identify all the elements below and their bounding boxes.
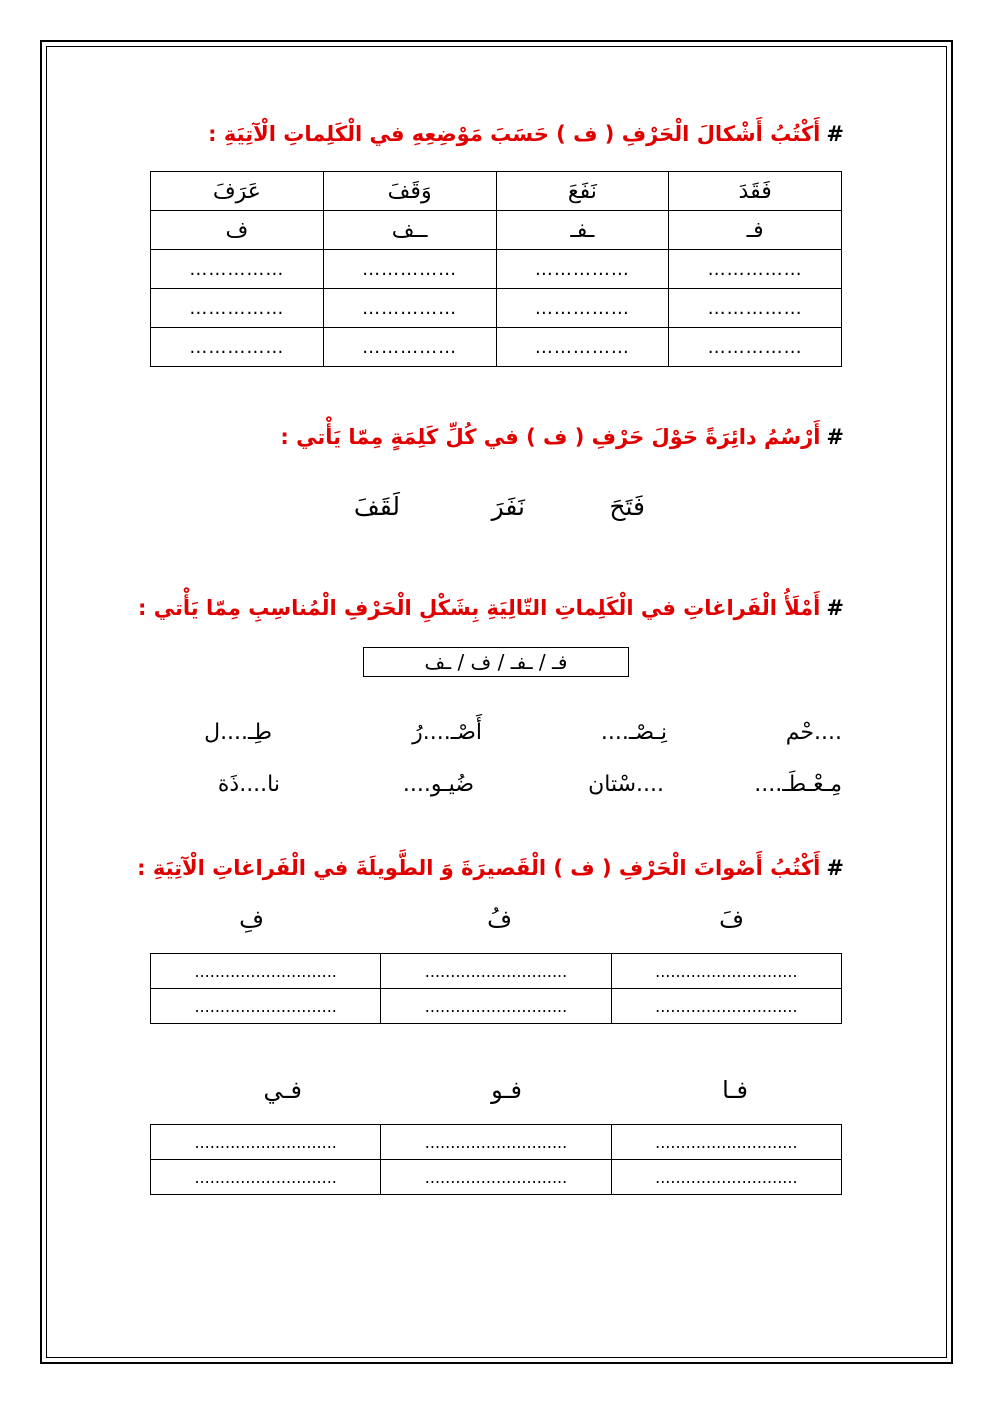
table-row	[151, 211, 842, 250]
table-row	[151, 1125, 842, 1160]
blank-cell[interactable]: ……………	[496, 250, 669, 289]
fill-word[interactable]: أَصْـ....رُ	[412, 720, 482, 745]
fill-word[interactable]: طِـ....ل	[204, 720, 272, 745]
fill-word[interactable]: مِـعْـطَـ....	[754, 772, 842, 797]
letter-forms-table	[150, 171, 842, 367]
form-cell: فـ	[669, 211, 842, 250]
section2-heading: #أَرْسُمُ دائِرَةً حَوْلَ حَرْفِ ( ف ) في كُلِّ كَلِمَةٍ مِمّا يَأْتي :	[280, 425, 844, 449]
blank-cell[interactable]: ……………	[496, 328, 669, 367]
blank-cell[interactable]: ............................	[381, 954, 611, 989]
section4-heading: #أَكْتُبُ أَصْواتَ الْحَرْفِ ( ف ) الْقَصيرَةَ وَ الطَّويلَةَ في الْفَراغاتِ الْآتِيَةِ :	[137, 856, 844, 880]
blank-cell[interactable]: ……………	[669, 289, 842, 328]
table-row	[151, 954, 842, 989]
blank-cell[interactable]: ……………	[496, 289, 669, 328]
blank-cell[interactable]: ............................	[151, 1125, 381, 1160]
word-cell: فَقَدَ	[669, 172, 842, 211]
hash-mark: #	[826, 596, 844, 620]
blank-cell[interactable]: ……………	[669, 328, 842, 367]
short-vowel-damma: فُ	[487, 905, 512, 933]
table-row	[151, 250, 842, 289]
hash-mark: #	[826, 856, 844, 880]
fill-word[interactable]: ضُيـو....	[402, 772, 474, 797]
table-row	[151, 172, 842, 211]
letter-choices-box: فـ / ـفـ / ف / ـف	[363, 647, 629, 677]
fill-word[interactable]: ....حْم	[785, 720, 842, 745]
blank-cell[interactable]: ……………	[151, 250, 324, 289]
table-row	[151, 289, 842, 328]
fill-word[interactable]: نِـصْـ....	[600, 720, 667, 745]
circle-word[interactable]: لَقَفَ	[353, 492, 400, 521]
long-vowel-alif: فـا	[722, 1076, 748, 1104]
blank-cell[interactable]: ……………	[669, 250, 842, 289]
blank-cell[interactable]: ……………	[151, 289, 324, 328]
form-cell: ف	[151, 211, 324, 250]
circle-word[interactable]: نَفَرَ	[491, 492, 525, 521]
blank-cell[interactable]: ............................	[611, 954, 841, 989]
fill-word[interactable]: نا....ذَة	[217, 772, 280, 797]
table-row	[151, 328, 842, 367]
blank-cell[interactable]: ............................	[381, 1160, 611, 1195]
long-vowel-waw: فـو	[491, 1076, 522, 1104]
blank-cell[interactable]: ............................	[611, 989, 841, 1024]
form-cell: ــف	[323, 211, 496, 250]
fill-word[interactable]: ....سْتان	[588, 772, 664, 797]
form-cell: ـفـ	[496, 211, 669, 250]
table-row	[151, 1160, 842, 1195]
word-cell: عَرَفَ	[151, 172, 324, 211]
blank-cell[interactable]: ……………	[323, 289, 496, 328]
blank-cell[interactable]: ……………	[151, 328, 324, 367]
long-vowel-ya: فـي	[263, 1076, 302, 1104]
word-cell: وَقَفَ	[323, 172, 496, 211]
section3-heading: #أَمْلَأُ الْفَراغاتِ في الْكَلِماتِ التّالِيَةِ بِشَكْلِ الْحَرْفِ الْمُناسِبِ مِمّا يَأْتي :	[138, 596, 844, 620]
table-row	[151, 989, 842, 1024]
blank-cell[interactable]: ............................	[151, 954, 381, 989]
circle-word[interactable]: فَتَحَ	[609, 492, 645, 521]
blank-cell[interactable]: ……………	[323, 250, 496, 289]
blank-cell[interactable]: ............................	[151, 989, 381, 1024]
blank-cell[interactable]: ............................	[611, 1160, 841, 1195]
section1-heading: #أَكْتُبُ أَشْكالَ الْحَرْفِ ( ف ) حَسَبَ مَوْضِعِهِ في الْكَلِماتِ الْآتِيَةِ :	[208, 122, 844, 146]
word-cell: نَفَعَ	[496, 172, 669, 211]
blank-cell[interactable]: ……………	[323, 328, 496, 367]
blank-cell[interactable]: ............................	[611, 1125, 841, 1160]
hash-mark: #	[826, 425, 844, 449]
hash-mark: #	[826, 122, 844, 146]
short-vowel-kasra: فِ	[239, 905, 264, 933]
long-vowels-table	[150, 1124, 842, 1195]
blank-cell[interactable]: ............................	[151, 1160, 381, 1195]
short-vowel-fatha: فَ	[719, 905, 744, 933]
blank-cell[interactable]: ............................	[381, 989, 611, 1024]
short-vowels-table	[150, 953, 842, 1024]
blank-cell[interactable]: ............................	[381, 1125, 611, 1160]
